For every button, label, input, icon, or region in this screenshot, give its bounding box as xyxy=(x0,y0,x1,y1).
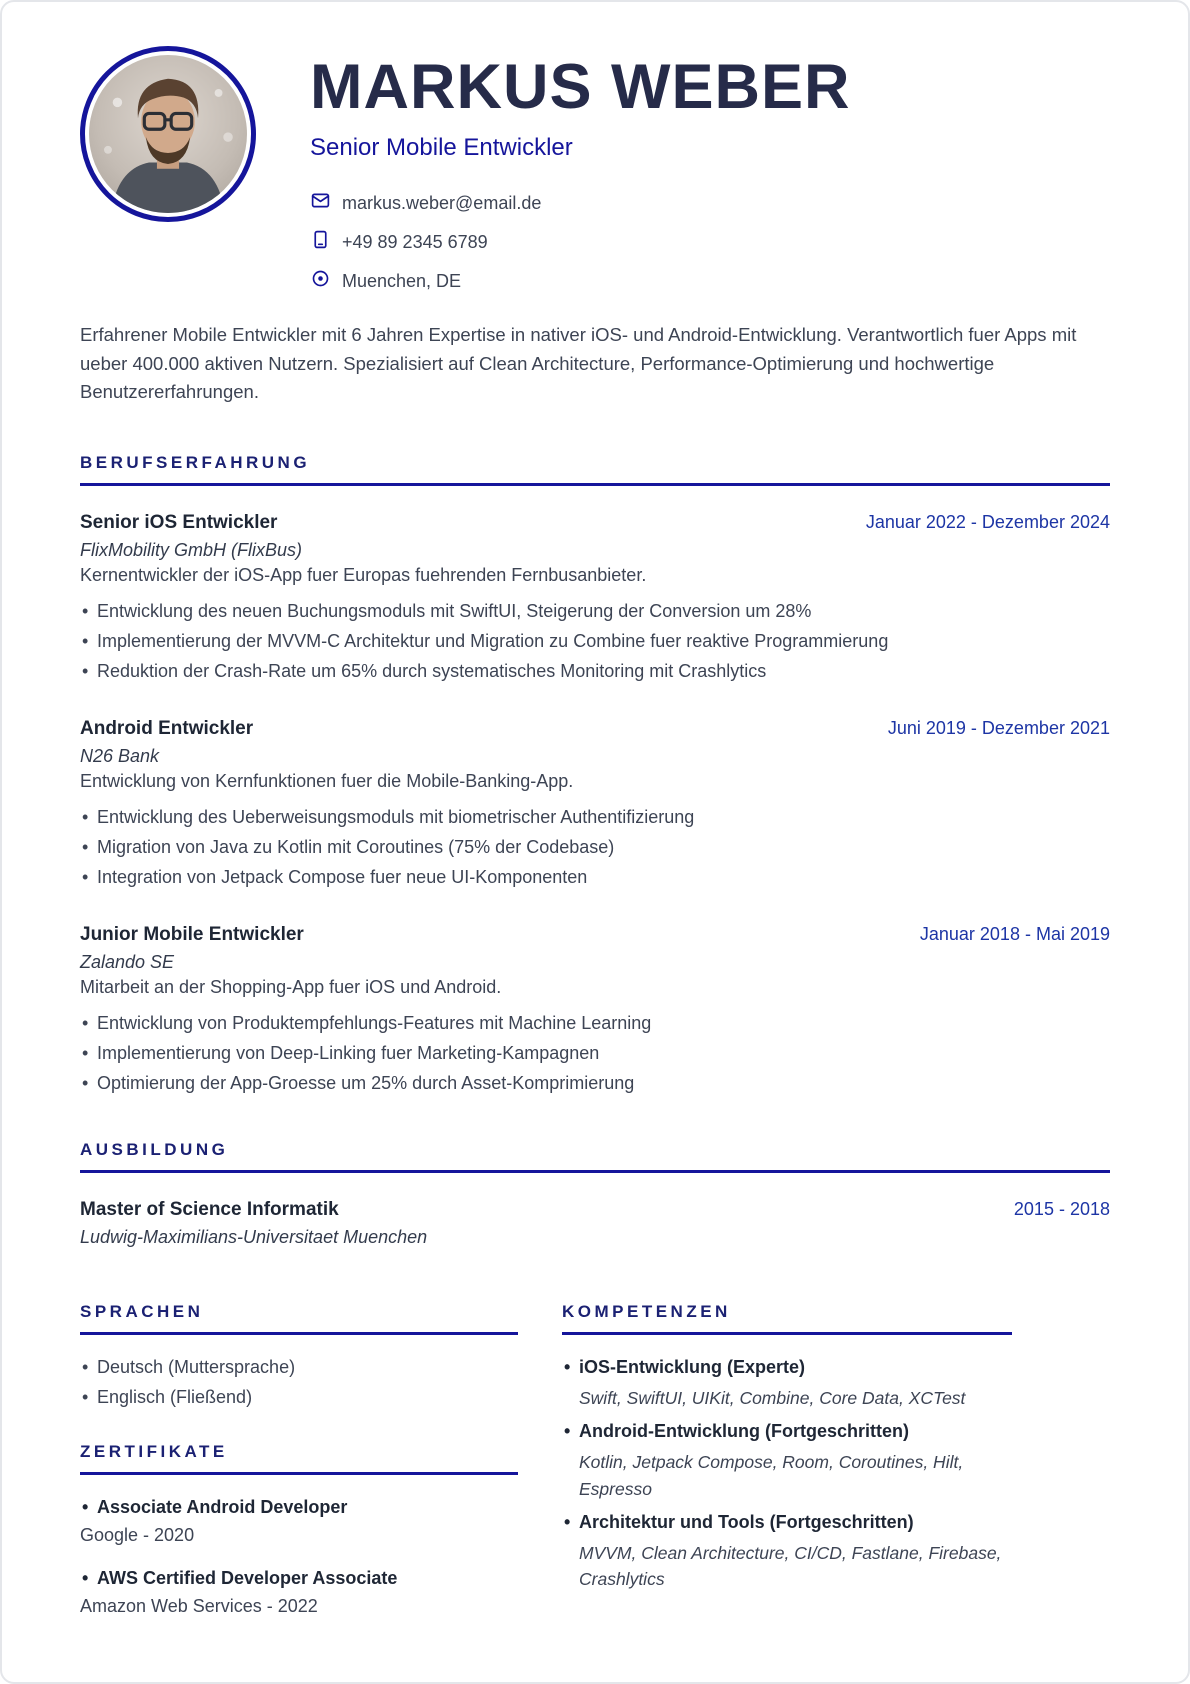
section-heading-education: AUSBILDUNG xyxy=(80,1140,1110,1173)
location-icon xyxy=(310,268,331,294)
profile-photo xyxy=(80,46,256,222)
job-description: Mitarbeit an der Shopping-App fuer iOS und Android. xyxy=(80,977,502,998)
certificate-issuer: Google - 2020 xyxy=(80,1525,195,1546)
section-certificates xyxy=(80,1442,518,1617)
job-bullets xyxy=(80,1013,1110,1094)
bottom-columns xyxy=(80,1302,1110,1639)
language-list xyxy=(80,1357,518,1408)
job-entry xyxy=(80,924,1110,1094)
skill-entry xyxy=(562,1357,1012,1411)
skill-name: • Architektur und Tools (Fortgeschritten) xyxy=(562,1512,1012,1533)
section-heading-certificates: ZERTIFIKATE xyxy=(80,1442,518,1475)
job-bullets xyxy=(80,601,1110,682)
language-item: • Englisch (Fließend) xyxy=(80,1387,518,1408)
certificate-entry xyxy=(80,1568,518,1617)
column-right xyxy=(562,1302,1012,1639)
job-entry xyxy=(80,718,1110,888)
section-education xyxy=(80,1140,1110,1248)
job-bullet: • Entwicklung von Produktempfehlungs-Features mit Machine Learning xyxy=(80,1013,1110,1034)
certificate-entry xyxy=(80,1497,518,1546)
section-heading-skills: KOMPETENZEN xyxy=(562,1302,1012,1335)
job-bullet: • Entwicklung des Ueberweisungsmoduls mit biometrischer Authentifizierung xyxy=(80,807,1110,828)
phone-icon xyxy=(310,229,331,255)
education-school: Ludwig-Maximilians-Universitaet Muenchen xyxy=(80,1227,428,1248)
section-experience xyxy=(80,453,1110,1094)
job-description: Entwicklung von Kernfunktionen fuer die Mobile-Banking-App. xyxy=(80,771,574,792)
job-dates: Juni 2019 - Dezember 2021 xyxy=(887,718,1110,739)
job-title-text: Junior Mobile Entwickler xyxy=(80,924,304,946)
skill-name: • iOS-Entwicklung (Experte) xyxy=(562,1357,1012,1378)
job-bullet: • Reduktion der Crash-Rate um 65% durch systematisches Monitoring mit Crashlytics xyxy=(80,661,1110,682)
skill-tools: Swift, SwiftUI, UIKit, Combine, Core Data, XCTest xyxy=(579,1388,966,1409)
job-company: FlixMobility GmbH (FlixBus) xyxy=(80,540,303,561)
profile-summary: Erfahrener Mobile Entwickler mit 6 Jahren Expertise in nativer iOS- und Android-Entwicklung. Verantwortlich fuer Apps mit ueber 400.000 aktiven Nutzern. Spezialisiert auf Clean Architecture, Performance-Optimierung und hochwertige Benutzererfahrungen. xyxy=(80,324,1077,403)
contact-location-text: Muenchen, DE xyxy=(342,270,462,291)
job-bullet: • Entwicklung des neuen Buchungsmoduls mit SwiftUI, Steigerung der Conversion um 28% xyxy=(80,601,1110,622)
header-info xyxy=(310,46,1110,307)
column-left xyxy=(80,1302,518,1639)
skill-entry xyxy=(562,1512,1012,1593)
job-bullet: • Implementierung der MVVM-C Architektur und Migration zu Combine fuer reaktive Programmierung xyxy=(80,631,1110,652)
email-icon xyxy=(310,190,331,216)
header xyxy=(80,46,1110,307)
skill-name: • Android-Entwicklung (Fortgeschritten) xyxy=(562,1421,1012,1442)
job-entry xyxy=(80,512,1110,682)
job-bullets xyxy=(80,807,1110,888)
section-skills xyxy=(562,1302,1012,1592)
job-company: N26 Bank xyxy=(80,746,160,767)
person-name: MARKUS WEBER xyxy=(310,52,851,122)
skill-tools: MVVM, Clean Architecture, CI/CD, Fastlane, Firebase, Crashlytics xyxy=(579,1542,1002,1590)
job-bullet: • Integration von Jetpack Compose fuer neue UI-Komponenten xyxy=(80,867,1110,888)
job-title-text: Senior iOS Entwickler xyxy=(80,512,278,534)
job-title-text: Android Entwickler xyxy=(80,718,254,740)
job-bullet: • Migration von Java zu Kotlin mit Coroutines (75% der Codebase) xyxy=(80,837,1110,858)
contact-location xyxy=(310,268,1110,294)
job-title: Senior Mobile Entwickler xyxy=(310,134,573,162)
section-heading-experience: BERUFSERFAHRUNG xyxy=(80,453,1110,486)
degree-title: Master of Science Informatik xyxy=(80,1199,339,1221)
language-item: • Deutsch (Muttersprache) xyxy=(80,1357,518,1378)
job-description: Kernentwickler der iOS-App fuer Europas fuehrenden Fernbusanbieter. xyxy=(80,565,647,586)
education-dates: 2015 - 2018 xyxy=(1013,1199,1110,1220)
contact-email xyxy=(310,190,1110,216)
profile-photo-image xyxy=(89,55,247,213)
job-company: Zalando SE xyxy=(80,952,175,973)
section-languages xyxy=(80,1302,518,1408)
job-bullet: • Implementierung von Deep-Linking fuer Marketing-Kampagnen xyxy=(80,1043,1110,1064)
contact-phone xyxy=(310,229,1110,255)
certificate-name: • AWS Certified Developer Associate xyxy=(80,1568,518,1589)
job-dates: Januar 2022 - Dezember 2024 xyxy=(865,512,1110,533)
job-bullet: • Optimierung der App-Groesse um 25% durch Asset-Komprimierung xyxy=(80,1073,1110,1094)
contact-phone-text: +49 89 2345 6789 xyxy=(342,231,488,252)
certificate-name: • Associate Android Developer xyxy=(80,1497,518,1518)
skill-entry xyxy=(562,1421,1012,1502)
section-heading-languages: SPRACHEN xyxy=(80,1302,518,1335)
skill-tools: Kotlin, Jetpack Compose, Room, Coroutines, Hilt, Espresso xyxy=(579,1452,964,1499)
certificate-issuer: Amazon Web Services - 2022 xyxy=(80,1596,318,1617)
job-dates: Januar 2018 - Mai 2019 xyxy=(919,924,1110,945)
contact-email-text: markus.weber@email.de xyxy=(342,192,542,213)
